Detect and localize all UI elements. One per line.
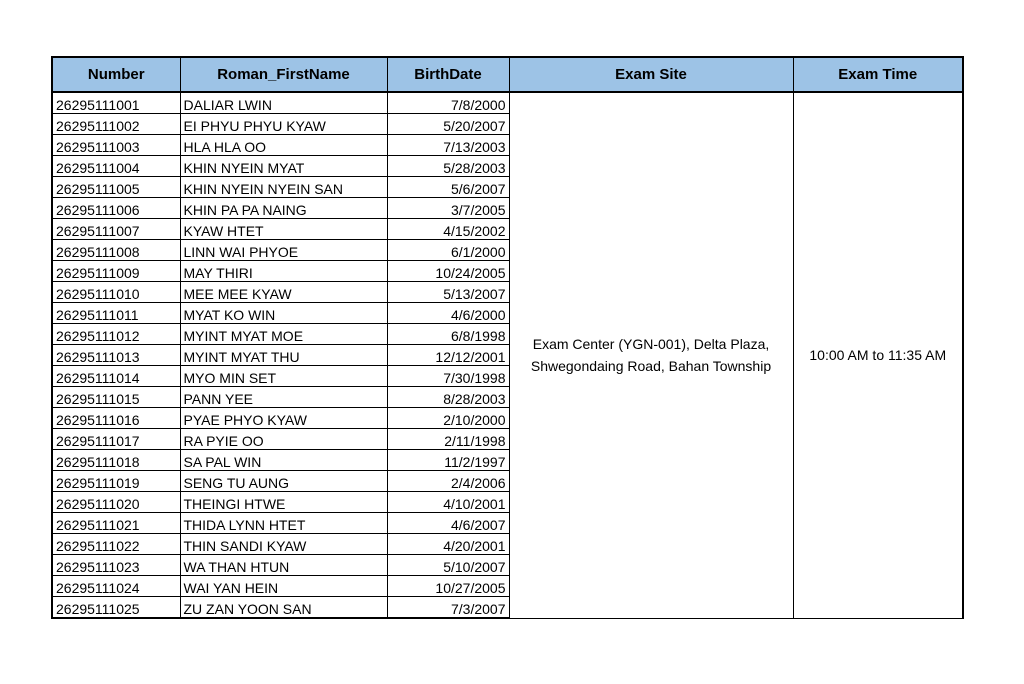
cell-first-name: MYINT MYAT THU	[180, 345, 387, 366]
cell-number: 26295111017	[52, 429, 180, 450]
cell-birth-date: 7/13/2003	[387, 135, 509, 156]
cell-first-name: MYINT MYAT MOE	[180, 324, 387, 345]
cell-number: 26295111012	[52, 324, 180, 345]
cell-first-name: THIDA LYNN HTET	[180, 513, 387, 534]
cell-first-name: KHIN NYEIN MYAT	[180, 156, 387, 177]
cell-number: 26295111022	[52, 534, 180, 555]
cell-number: 26295111019	[52, 471, 180, 492]
cell-number: 26295111024	[52, 576, 180, 597]
cell-birth-date: 5/28/2003	[387, 156, 509, 177]
cell-birth-date: 6/8/1998	[387, 324, 509, 345]
cell-number: 26295111014	[52, 366, 180, 387]
cell-birth-date: 4/15/2002	[387, 219, 509, 240]
candidate-roster-sheet	[51, 56, 962, 619]
cell-birth-date: 2/4/2006	[387, 471, 509, 492]
cell-exam-site	[509, 92, 793, 618]
cell-first-name: RA PYIE OO	[180, 429, 387, 450]
cell-number: 26295111021	[52, 513, 180, 534]
cell-first-name: ZU ZAN YOON SAN	[180, 597, 387, 619]
cell-number: 26295111013	[52, 345, 180, 366]
cell-birth-date: 11/2/1997	[387, 450, 509, 471]
cell-first-name: MYO MIN SET	[180, 366, 387, 387]
cell-first-name: LINN WAI PHYOE	[180, 240, 387, 261]
cell-number: 26295111018	[52, 450, 180, 471]
cell-first-name: WA THAN HTUN	[180, 555, 387, 576]
table-body	[52, 92, 963, 618]
cell-number: 26295111020	[52, 492, 180, 513]
cell-number: 26295111002	[52, 114, 180, 135]
cell-birth-date: 4/10/2001	[387, 492, 509, 513]
cell-birth-date: 5/6/2007	[387, 177, 509, 198]
cell-birth-date: 6/1/2000	[387, 240, 509, 261]
cell-number: 26295111009	[52, 261, 180, 282]
cell-first-name: EI PHYU PHYU KYAW	[180, 114, 387, 135]
header-first-name: Roman_FirstName	[180, 57, 387, 92]
cell-number: 26295111006	[52, 198, 180, 219]
cell-birth-date: 2/11/1998	[387, 429, 509, 450]
cell-first-name: THIN SANDI KYAW	[180, 534, 387, 555]
header-exam-site: Exam Site	[509, 57, 793, 92]
cell-birth-date: 10/24/2005	[387, 261, 509, 282]
cell-first-name: MAY THIRI	[180, 261, 387, 282]
exam-site-line: Exam Center (YGN-001), Delta Plaza,	[532, 336, 770, 353]
cell-first-name: DALIAR LWIN	[180, 92, 387, 114]
header-number: Number	[52, 57, 180, 92]
cell-birth-date: 7/3/2007	[387, 597, 509, 619]
cell-number: 26295111008	[52, 240, 180, 261]
cell-number: 26295111004	[52, 156, 180, 177]
cell-number: 26295111007	[52, 219, 180, 240]
cell-birth-date: 7/8/2000	[387, 92, 509, 114]
cell-first-name: SENG TU AUNG	[180, 471, 387, 492]
table-row	[52, 92, 963, 114]
cell-number: 26295111023	[52, 555, 180, 576]
cell-first-name: WAI YAN HEIN	[180, 576, 387, 597]
cell-number: 26295111010	[52, 282, 180, 303]
header-exam-time: Exam Time	[793, 57, 963, 92]
cell-birth-date: 4/20/2001	[387, 534, 509, 555]
cell-birth-date: 5/10/2007	[387, 555, 509, 576]
header-birth-date: BirthDate	[387, 57, 509, 92]
cell-birth-date: 4/6/2000	[387, 303, 509, 324]
cell-first-name: HLA HLA OO	[180, 135, 387, 156]
cell-first-name: THEINGI HTWE	[180, 492, 387, 513]
cell-first-name: MYAT KO WIN	[180, 303, 387, 324]
cell-exam-time: 10:00 AM to 11:35 AM	[793, 92, 963, 618]
cell-birth-date: 8/28/2003	[387, 387, 509, 408]
cell-birth-date: 12/12/2001	[387, 345, 509, 366]
cell-number: 26295111016	[52, 408, 180, 429]
cell-birth-date: 5/13/2007	[387, 282, 509, 303]
cell-birth-date: 7/30/1998	[387, 366, 509, 387]
cell-birth-date: 2/10/2000	[387, 408, 509, 429]
cell-birth-date: 10/27/2005	[387, 576, 509, 597]
cell-birth-date: 3/7/2005	[387, 198, 509, 219]
cell-number: 26295111011	[52, 303, 180, 324]
cell-birth-date: 5/20/2007	[387, 114, 509, 135]
candidate-table	[51, 56, 964, 619]
cell-number: 26295111025	[52, 597, 180, 619]
table-header	[52, 57, 963, 92]
cell-number: 26295111015	[52, 387, 180, 408]
cell-number: 26295111005	[52, 177, 180, 198]
cell-first-name: KHIN PA PA NAING	[180, 198, 387, 219]
exam-site-line: Shwegondaing Road, Bahan Township	[530, 358, 772, 375]
cell-number: 26295111001	[52, 92, 180, 114]
cell-first-name: MEE MEE KYAW	[180, 282, 387, 303]
cell-first-name: SA PAL WIN	[180, 450, 387, 471]
cell-first-name: PYAE PHYO KYAW	[180, 408, 387, 429]
cell-first-name: KYAW HTET	[180, 219, 387, 240]
cell-birth-date: 4/6/2007	[387, 513, 509, 534]
header-row	[52, 57, 963, 92]
cell-number: 26295111003	[52, 135, 180, 156]
cell-first-name: KHIN NYEIN NYEIN SAN	[180, 177, 387, 198]
cell-first-name: PANN YEE	[180, 387, 387, 408]
